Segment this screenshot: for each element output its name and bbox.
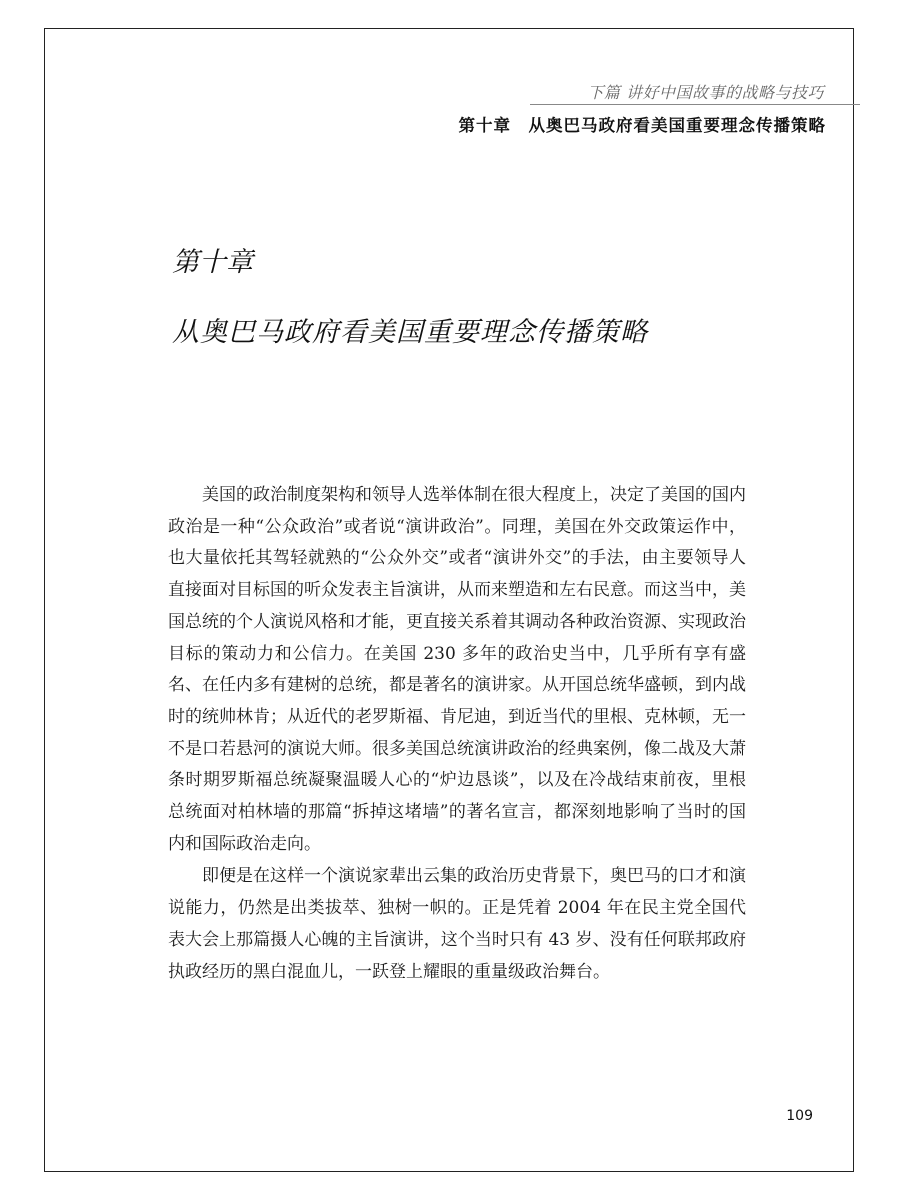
body-text — [168, 480, 746, 989]
chapter-label: 第十章 — [172, 247, 253, 278]
running-header-rule — [530, 104, 860, 105]
body-paragraph-2: 即便是在这样一个演说家辈出云集的政治历史背景下，奥巴马的口才和演说能力，仍然是出类拔萃、独树一帜的。正是凭着 2004 年在民主党全国代表大会上那篇摄人心魄的主旨演讲，这个当时只有 43 岁、没有任何联邦政府执政经历的黑白混血儿，一跃登上耀眼的重量级政治舞台。 — [168, 866, 746, 982]
chapter-title: 从奥巴马政府看美国重要理念传播策略 — [172, 317, 648, 348]
page-number: 109 — [786, 1108, 813, 1124]
body-paragraph-1: 美国的政治制度架构和领导人选举体制在很大程度上，决定了美国的国内政治是一种“公众政治”或者说“演讲政治”。同理，美国在外交政策运作中，也大量依托其驾轻就熟的“公众外交”或者“演讲外交”的手法，由主要领导人直接面对目标国的听众发表主旨演讲，从而来塑造和左右民意。而这当中，美国总统的个人演说风格和才能，更直接关系着其调动各种政治资源、实现政治目标的策动力和公信力。在美国 230 多年的政治史当中，几乎所有享有盛名、在任内多有建树的总统，都是著名的演讲家。从开国总统华盛顿，到内战时的统帅林肯；从近代的老罗斯福、肯尼迪，到近当代的里根、克林顿，无一不是口若悬河的演说大师。很多美国总统演讲政治的经典案例，像二战及大萧条时期罗斯福总统凝聚温暖人心的“炉边恳谈”，以及在冷战结束前夜，里根总统面对柏林墙的那篇“拆掉这堵墙”的著名宣言，都深刻地影响了当时的国内和国际政治走向。 — [168, 485, 746, 854]
running-header-chapter-title: 第十章 从奥巴马政府看美国重要理念传播策略 — [458, 116, 826, 135]
running-header-part-title: 下篇 讲好中国故事的战略与技巧 — [587, 83, 824, 102]
